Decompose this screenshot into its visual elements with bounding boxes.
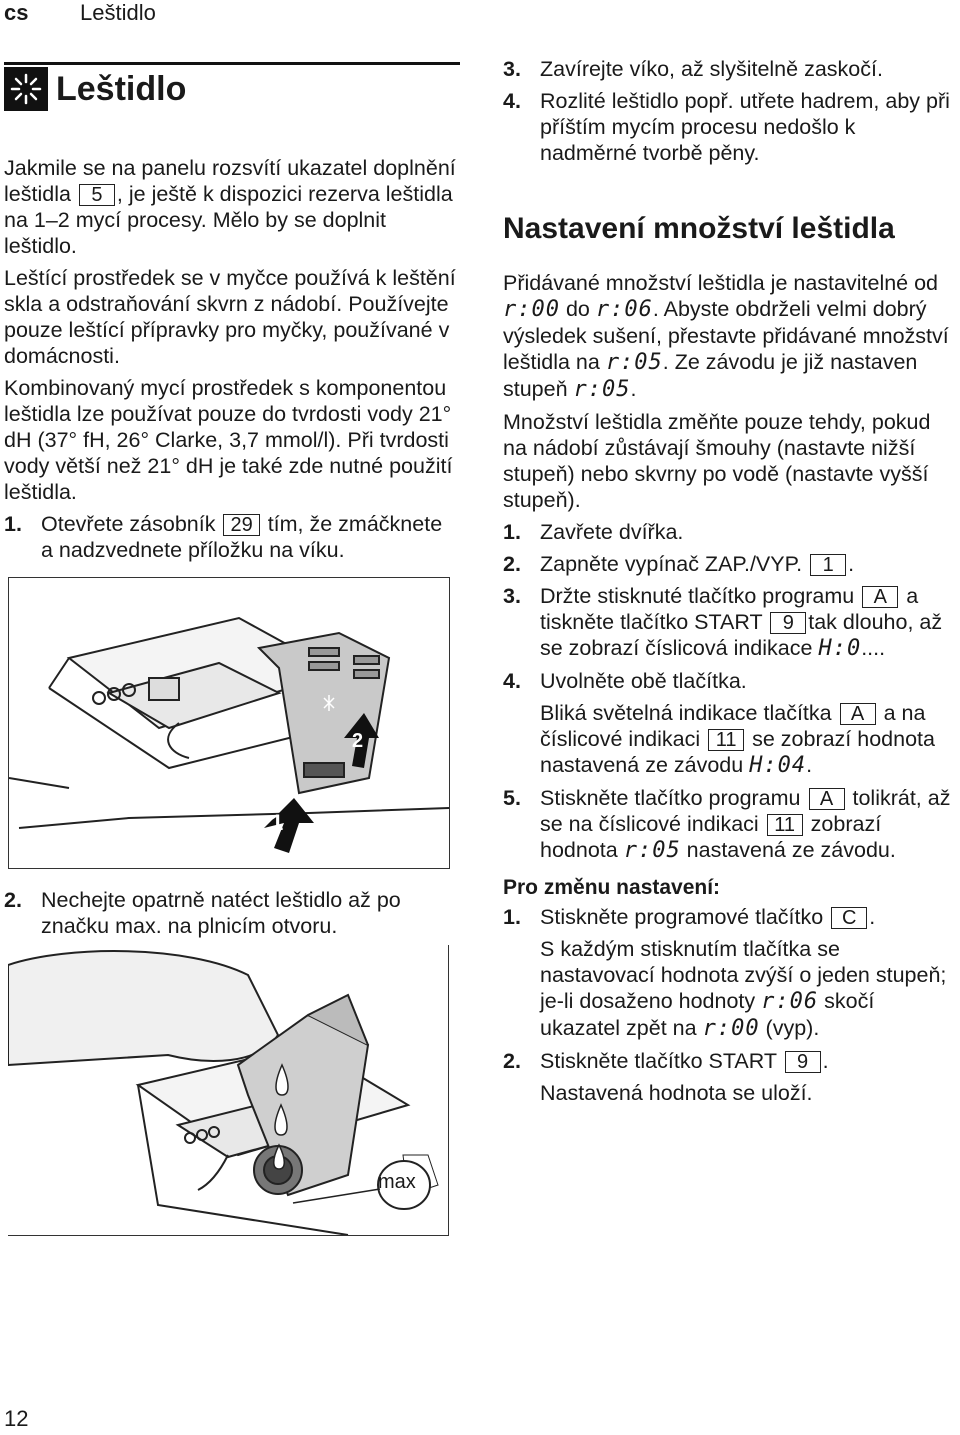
change-condition-paragraph: Množství leštidla změňte pouze tehdy, pokud na nádobí zůstávají šmouhy (nastavte nižší stupeň) nebo skvrny po vodě (nastavte vyšší stupeň).	[503, 410, 931, 512]
step-fill: 2. Nechejte opatrně natéct leštidlo až po značku max. na plnicím otvoru.	[4, 888, 401, 938]
step-wipe: 4. Rozlité leštidlo popř. utřete hadrem, aby při příštím mycím procesu nedošlo k nadměrné tvorbě pěny.	[503, 89, 950, 165]
change-heading: Pro změnu nastavení:	[503, 876, 721, 899]
language-code: cs	[4, 0, 29, 25]
left-column	[4, 62, 460, 1236]
figure-open-dispenser	[8, 577, 450, 869]
settings-paragraph: Přidávané množství leštidla je nastavitelné od r:00 do r:06. Abyste obdrželi velmi dobrý výsledek sušení, přestavte přidávané množství leštidla na r:05. Ze závodu je již nastaven stupeň r:05.	[503, 271, 949, 402]
combined-detergent-paragraph: Kombinovaný mycí prostředek s komponentou leštidla lze používat pouze do tvrdosti vody 21° dH (37° fH, 26° Clarke, 3,7 mmol/l). Při tvrdosti vody větší než 21° dH je také zde nutné použití leštidla.	[4, 376, 453, 504]
running-header: Leštidlo	[80, 0, 156, 25]
figure-fill-rinse-aid	[8, 945, 449, 1236]
step-power-on: 2. Zapněte vypínač ZAP./VYP. 1 .	[503, 552, 855, 576]
step-hold-buttons: 3. Držte stisknuté tlačítko programu A a tiskněte tlačítko START 9 tak dlouho, až se zobrazí číslicová indikace H:0....	[503, 584, 943, 661]
step-close-lid: 3. Zavírejte víko, až slyšitelně zaskočí.	[503, 57, 883, 81]
step-press-c: 1. Stiskněte programové tlačítko C .	[503, 905, 876, 929]
section-title: Leštidlo	[56, 69, 187, 108]
figure-label-2: 2	[352, 730, 364, 752]
step-open: 1. Otevřete zásobník 29 tím, že zmáčknete a nadzvednete příložku na víku.	[4, 512, 443, 562]
step-press-c-detail: S každým stisknutím tlačítka se nastavovací hodnota zvýší o jeden stupeň; je-li dosaženo hodnoty r:06 skočí ukazatel zpět na r:00 (vyp).	[540, 937, 947, 1041]
right-column	[503, 56, 958, 1112]
figure-label-1: 1	[271, 810, 284, 835]
max-label: max	[378, 1171, 416, 1193]
step-press-start: 2. Stiskněte tlačítko START 9 .	[503, 1049, 829, 1073]
step-release: 4. Uvolněte obě tlačítka.	[503, 669, 747, 693]
page-number: 12	[4, 1406, 29, 1431]
sparkle-icon	[4, 67, 48, 111]
intro-paragraph: Jakmile se na panelu rozsvítí ukazatel doplnění leštidla 5 , je ještě k dispozici rezerva leštidla na 1–2 mycí procesy. Mělo by se doplnit leštidlo.	[4, 156, 456, 258]
section-title-row	[4, 67, 460, 111]
step-press-program: 5. Stiskněte tlačítko programu A tolikrát, až se na číslicové indikaci 11 zobrazí hodnota r:05 nastavená ze závodu.	[503, 786, 951, 863]
title-rule	[4, 62, 460, 65]
step-press-start-detail: Nastavená hodnota se uloží.	[540, 1081, 813, 1105]
usage-paragraph: Leštící prostředek se v myčce používá k leštění skla a odstraňování skvrn z nádobí. Používejte pouze leštící přípravky pro myčky, používané v domácnosti.	[4, 266, 456, 368]
indicator-box: 5	[79, 184, 115, 206]
step-close-door: 1. Zavřete dvířka.	[503, 520, 684, 544]
settings-heading: Nastavení množství leštidla	[503, 212, 895, 245]
dispenser-ref-box: 29	[223, 514, 259, 536]
step-release-detail: Bliká světelná indikace tlačítka A a na číslicové indikaci 11 se zobrazí hodnota nastavená ze závodu H:04.	[540, 701, 935, 778]
